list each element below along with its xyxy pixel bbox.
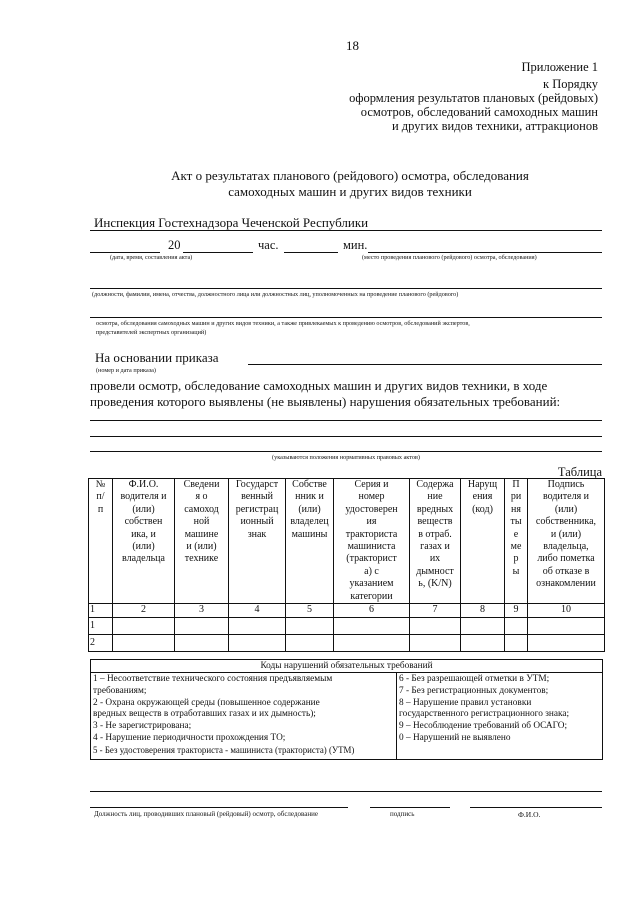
column-number: 6: [334, 604, 410, 618]
header-signature: [528, 479, 605, 604]
header-text-line: регистрац: [235, 503, 279, 515]
table-cell[interactable]: [461, 618, 505, 635]
header-text-line: ь, (K/N): [418, 578, 452, 590]
code-item: вредных веществ в отработавших газах и их дымность);: [93, 709, 316, 720]
table-cell[interactable]: [175, 635, 229, 652]
header-owner-name: [113, 479, 175, 604]
code-item: 8 – Нарушение правил установки: [399, 697, 532, 708]
name-blank[interactable]: [470, 807, 602, 808]
row-number: 2: [89, 635, 113, 652]
column-number: 2: [113, 604, 175, 618]
position-blank[interactable]: [90, 807, 348, 808]
code-item: требованиям;: [93, 685, 147, 696]
code-item: 7 - Без регистрационных документов;: [399, 685, 549, 696]
officials-caption: (должности, фамилии, имена, отчества, должностного лица или должностных лиц, уполномоченных на проведение планового (рейдового): [92, 291, 459, 298]
header-text-line: в отраб.: [418, 528, 452, 540]
header-text-line: ты: [510, 516, 522, 528]
requirements-line[interactable]: [90, 420, 602, 421]
header-text-line: технике: [184, 553, 219, 565]
header-text-line: дымност: [416, 565, 454, 577]
officials-caption-2: осмотра, обследования самоходных машин и других видов техники, а также привлекаемых к проведению осмотров, обследований экспертов,: [96, 320, 470, 327]
signature-blank[interactable]: [370, 807, 450, 808]
table-cell[interactable]: [528, 635, 605, 652]
appendix-block: [349, 60, 598, 133]
header-text-line: а) с: [364, 565, 379, 577]
officials-line[interactable]: [90, 288, 602, 289]
header-text-line: Содержа: [416, 479, 454, 490]
header-text-line: (или): [132, 503, 155, 515]
header-license: [334, 479, 410, 604]
header-text-line: вредных: [416, 503, 454, 515]
header-text-line: водителя и: [542, 491, 590, 503]
appendix-line: оформления результатов плановых (рейдовых): [349, 91, 598, 105]
date-blank[interactable]: [90, 252, 160, 253]
conducted-line: провели осмотр, обследование самоходных машин и других видов техники, в ходе: [90, 378, 548, 393]
table-row: [89, 618, 605, 635]
header-text-line: ня: [511, 503, 521, 515]
header-text-line: и (или): [186, 541, 217, 553]
code-item: 9 – Несоблюдение требований об ОСАГО;: [399, 721, 568, 732]
header-text-line: Сведени: [183, 479, 220, 490]
table-cell[interactable]: [175, 618, 229, 635]
row-number: 1: [89, 618, 113, 635]
header-text-line: владелец: [290, 516, 329, 528]
appendix-line: к Порядку: [543, 77, 598, 91]
header-owner: [286, 479, 334, 604]
header-emissions: [410, 479, 461, 604]
table-header-row: [89, 479, 605, 604]
header-text-line: ние: [427, 491, 443, 503]
column-number: 5: [286, 604, 334, 618]
hours-label: час.: [258, 238, 279, 252]
table-cell[interactable]: [528, 618, 605, 635]
header-text-line: п: [97, 503, 104, 515]
appendix-line: и других видов техники, аттракционов: [391, 119, 598, 133]
header-text-line: владельца: [122, 553, 165, 565]
header-text-line: машины: [291, 528, 328, 540]
header-text-line: категории: [350, 590, 393, 602]
header-text-line: и (или): [550, 528, 582, 540]
year-prefix: 20: [168, 238, 181, 252]
table-cell[interactable]: [334, 635, 410, 652]
code-item: 5 - Без удостоверения тракториста - машиниста (тракториста) (УТМ): [93, 744, 355, 755]
page-number: 18: [346, 38, 359, 53]
header-violation-code: [461, 479, 505, 604]
column-number: 4: [229, 604, 286, 618]
table-cell[interactable]: [229, 635, 286, 652]
header-text-line: Серия и: [354, 479, 389, 490]
header-text-line: Собстве: [292, 479, 327, 490]
header-text-line: венный: [241, 491, 273, 503]
signature-top-line[interactable]: [90, 791, 602, 792]
table-cell[interactable]: [286, 618, 334, 635]
requirements-line[interactable]: [90, 436, 602, 437]
act-title-line: Акт о результатах планового (рейдового) осмотра, обследования: [171, 168, 529, 183]
header-text-line: Ф.И.О.: [128, 479, 159, 490]
header-text-line: ионный: [240, 516, 274, 528]
conducted-line: проведения которого выявлены (не выявлены) нарушения обязательных требований:: [90, 394, 561, 409]
column-number: 7: [410, 604, 461, 618]
table-cell[interactable]: [229, 618, 286, 635]
header-text-line: ика, и: [131, 528, 156, 540]
inspection-name: Инспекция Гостехнадзора Чеченской Республики: [94, 215, 369, 230]
codes-title: Коды нарушений обязательных требований: [91, 660, 603, 673]
column-number: 3: [175, 604, 229, 618]
header-text-line: самоход: [184, 503, 219, 515]
header-measures: [505, 479, 528, 604]
column-number: 1: [89, 604, 113, 618]
minutes-label: мин.: [343, 238, 368, 252]
place-blank[interactable]: [368, 252, 602, 253]
header-reg-plate: [229, 479, 286, 604]
header-text-line: ия: [366, 516, 377, 528]
column-number: 9: [505, 604, 528, 618]
table-cell[interactable]: [461, 635, 505, 652]
table-cell[interactable]: [286, 635, 334, 652]
header-text-line: знак: [247, 528, 267, 540]
header-text-line: удостоверен: [345, 503, 398, 515]
inspection-underline: [90, 230, 602, 231]
header-text-line: веществ: [417, 516, 453, 528]
year-blank[interactable]: [183, 252, 253, 253]
table-cell[interactable]: [505, 618, 528, 635]
header-text-line: П: [512, 479, 520, 490]
header-text-line: собствен: [124, 516, 163, 528]
header-text-line: Нарущ: [467, 479, 498, 490]
header-text-line: либо пометка: [537, 553, 595, 565]
act-title-line: самоходных машин и других видов техники: [228, 184, 472, 199]
header-text-line: ы: [512, 565, 520, 577]
codes-left: [91, 673, 397, 760]
code-item: 3 - Не зарегистрирована;: [93, 721, 192, 732]
code-item: 1 – Несоответствие технического состояния предъявляемым: [93, 674, 333, 684]
code-item: государственного регистрационного знака;: [399, 709, 570, 720]
codes-right: [397, 673, 603, 760]
header-text-line: е: [513, 528, 519, 540]
code-item: 6 - Без разрешающей отметки в УТМ;: [399, 674, 550, 684]
header-text-line: Государст: [235, 479, 279, 490]
header-text-line: я о: [195, 491, 208, 503]
act-title: [150, 168, 550, 200]
header-text-line: их: [429, 553, 441, 565]
legal-caption: (указываются положения нормативных правовых актов): [272, 454, 420, 461]
position-caption: Должность лиц, проводивших плановый (рейдовый) осмотр, обследование: [94, 810, 318, 818]
table-cell[interactable]: [334, 618, 410, 635]
table-cell[interactable]: [410, 618, 461, 635]
header-text-line: (код): [472, 503, 493, 515]
header-text-line: (или): [132, 541, 155, 553]
code-item: 0 – Нарушений не выявлено: [399, 732, 511, 743]
header-text-line: п/: [96, 491, 105, 503]
code-item: 2 - Охрана окружающей среды (повышенное содержание: [93, 697, 320, 708]
table-row: [89, 635, 605, 652]
name-caption: Ф.И.О.: [518, 810, 541, 819]
header-text-line: ознакомлении: [536, 578, 596, 590]
table-cell[interactable]: [113, 635, 175, 652]
header-text-line: газах и: [420, 541, 450, 553]
header-text-line: нник и: [295, 491, 324, 503]
appendix-line: осмотров, обследований самоходных машин: [360, 105, 598, 119]
table-cell[interactable]: [113, 618, 175, 635]
conducted-text: [90, 378, 560, 410]
table-label: Таблица: [557, 465, 602, 479]
header-text-line: (тракторист: [346, 553, 397, 565]
header-text-line: владельца,: [543, 541, 589, 553]
column-number: 8: [461, 604, 505, 618]
header-text-line: машине: [184, 528, 219, 540]
header-text-line: ри: [510, 491, 522, 503]
column-number-row: [89, 604, 605, 618]
header-text-line: указанием: [349, 578, 394, 590]
header-machine-info: [175, 479, 229, 604]
header-text-line: об отказе в: [542, 565, 590, 577]
violations-table: [88, 478, 605, 652]
header-text-line: тракториста: [345, 528, 398, 540]
order-blank[interactable]: [248, 364, 602, 365]
header-text-line: ной: [193, 516, 210, 528]
datetime-caption: (дата, время, составления акта): [110, 254, 193, 261]
appendix-title: Приложение 1: [521, 60, 598, 74]
requirements-line[interactable]: [90, 451, 602, 452]
header-text-line: водителя и: [120, 491, 167, 503]
header-text-line: р: [513, 553, 519, 565]
column-number: 10: [528, 604, 605, 618]
code-item: 4 - Нарушение периодичности прохождения ТО;: [93, 732, 286, 743]
order-label: На основании приказа: [95, 350, 219, 365]
minutes-blank[interactable]: [284, 252, 338, 253]
header-text-line: номер: [358, 491, 385, 503]
header-number: [89, 479, 113, 604]
table-cell[interactable]: [410, 635, 461, 652]
violation-codes-table: [90, 659, 603, 760]
officials-caption-3: представителей экспертных организаций): [96, 329, 207, 336]
officials-line-2[interactable]: [90, 317, 602, 318]
place-caption: (место проведения планового (рейдового) осмотра, обследования): [362, 254, 537, 261]
signature-caption: подпись: [390, 810, 415, 818]
table-cell[interactable]: [505, 635, 528, 652]
header-text-line: ения: [472, 491, 493, 503]
header-text-line: (или): [298, 503, 321, 515]
header-text-line: (или): [554, 503, 578, 515]
header-text-line: №: [95, 479, 106, 490]
header-text-line: собственника,: [535, 516, 597, 528]
order-caption: (номер и дата приказа): [96, 367, 156, 374]
header-text-line: машиниста: [347, 541, 396, 553]
header-text-line: Подпись: [547, 479, 585, 490]
header-text-line: ме: [510, 541, 522, 553]
